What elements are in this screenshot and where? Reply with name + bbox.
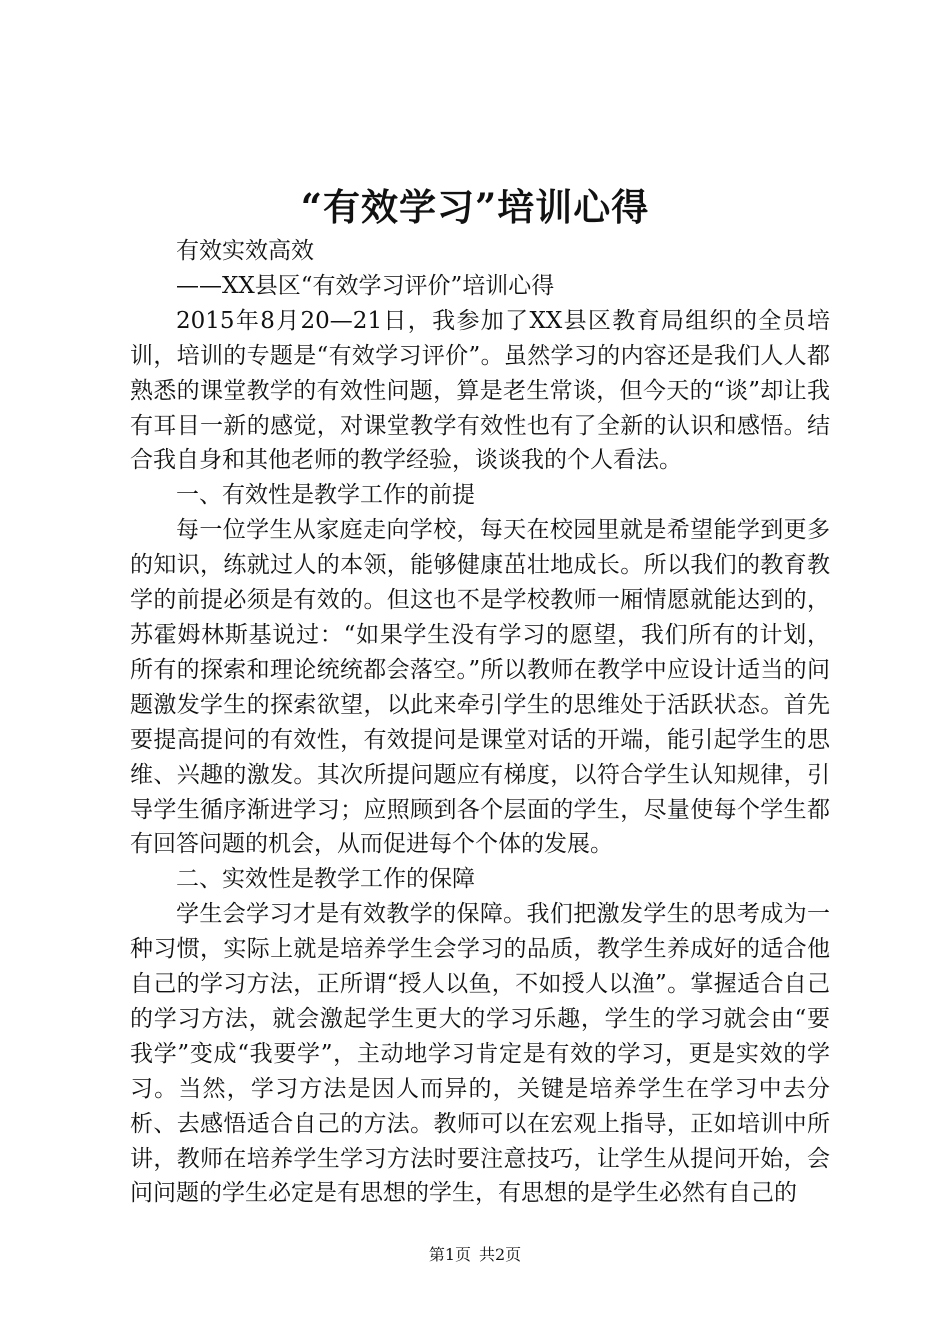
subtitle-line: 有效实效高效 xyxy=(176,238,314,264)
section-1-paragraph: 每一位学生从家庭走向学校，每天在校园里就是希望能学到更多的知识，练就过人的本领，能够健康茁壮地成长。所以我们的教育教学的前提必须是有效的。但这也不是学校教师一厢情愿就能达到的，苏霍姆林斯基说过：“如果学生没有学习的愿望，我们所有的计划，所有的探索和理论统统都会落空。”所以教师在教学中应设计适当的问题激发学生的探索欲望，以此来牵引学生的思维处于活跃状态。首先要提高提问的有效性，有效提问是课堂对话的开端，能引起学生的思维、兴趣的激发。其次所提问题应有梯度，以符合学生认知规律，引导学生循序渐进学习；应照顾到各个层面的学生，尽量使每个学生都有回答问题的机会，从而促进每个个体的发展。 xyxy=(130,517,830,858)
section-heading-2: 二、实效性是教学工作的保障 xyxy=(176,866,475,893)
page-total: 共2页 xyxy=(479,1245,522,1264)
subtitle-source-line: ——XX县区“有效学习评价”培训心得 xyxy=(176,272,555,299)
section-2-paragraph: 学生会学习才是有效教学的保障。我们把激发学生的思考成为一种习惯，实际上就是培养学生会学习的品质，教学生养成好的适合他自己的学习方法，正所谓“授人以鱼，不如授人以渔”。掌握适合自己的学习方法，就会激起学生更大的学习乐趣，学生的学习就会由“要我学”变成“我要学”，主动地学习肯定是有效的学习，更是实效的学习。当然，学习方法是因人而异的，关键是培养学生在学习中去分析、去感悟适合自己的方法。教师可以在宏观上指导，正如培训中所讲，教师在培养学生学习方法时要注意技巧，让学生从提问开始，会问问题的学生必定是有思想的学生，有思想的是学生必然有自己的 xyxy=(130,901,830,1207)
document-body xyxy=(130,234,830,1211)
section-heading-1: 一、有效性是教学工作的前提 xyxy=(176,482,475,509)
document-title: “有效学习”培训心得 xyxy=(300,185,650,229)
page-footer xyxy=(0,1244,950,1266)
intro-paragraph: 2015年8月20—21日，我参加了XX县区教育局组织的全员培训，培训的专题是“有效学习评价”。虽然学习的内容还是我们人人都熟悉的课堂教学的有效性问题，算是老生常谈，但今天的“谈”却让我有耳目一新的感觉，对课堂教学有效性也有了全新的认识和感悟。结合我自身和其他老师的教学经验，谈谈我的个人看法。 xyxy=(130,307,830,474)
page-number: 第1页 xyxy=(428,1245,471,1264)
